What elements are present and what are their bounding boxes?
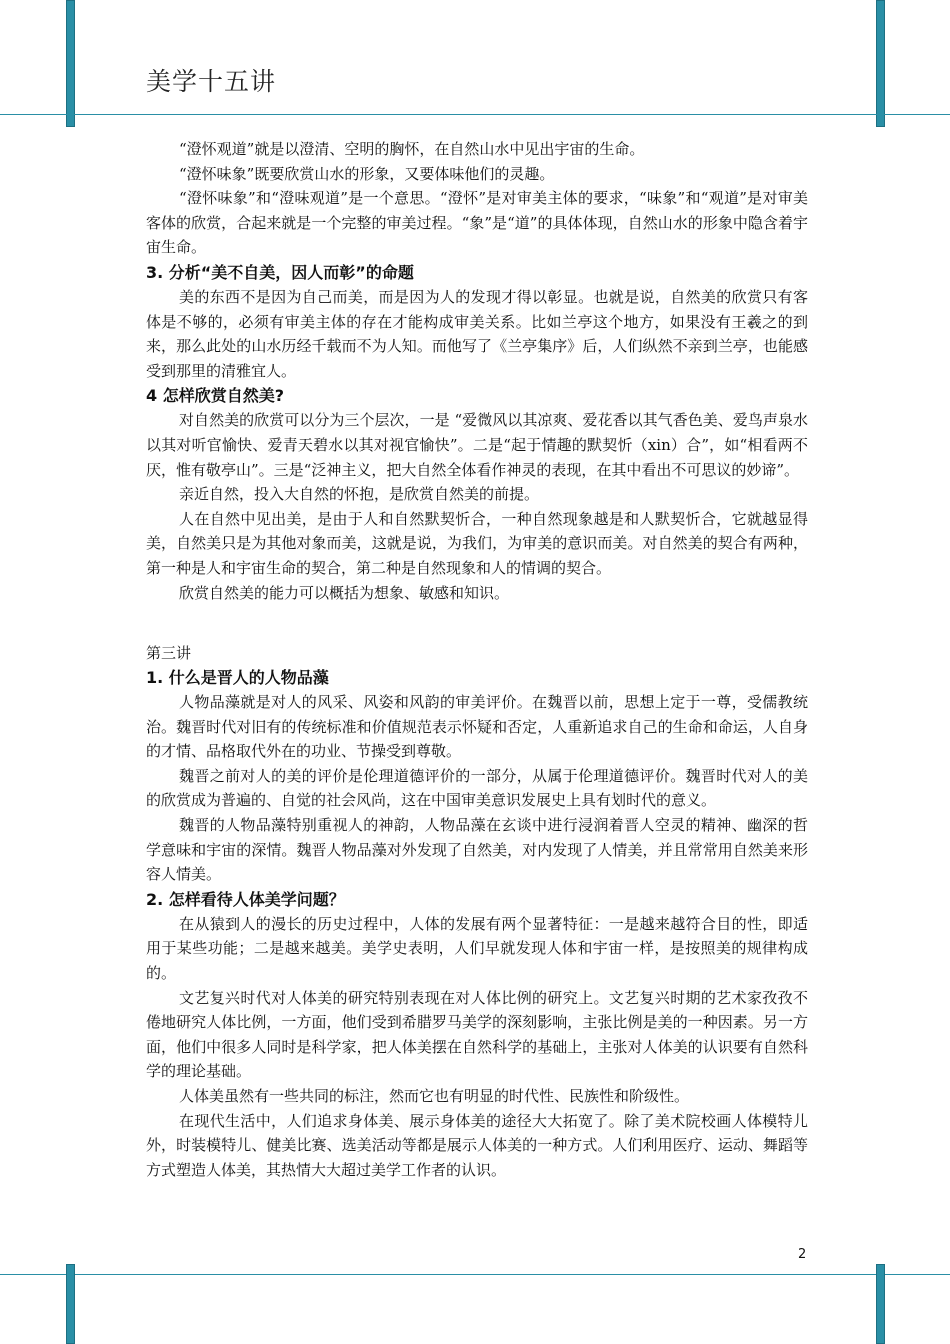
page-body [146,137,808,1182]
paragraph: 美的东西不是因为自己而美，而是因为人的发现才得以彰显。也就是说，自然美的欣赏只有客体是不够的，必须有审美主体的存在才能构成审美关系。比如兰亭这个地方，如果没有王羲之的到来，那么此处的山水历经千载而不为人知。而他写了《兰亭集序》后，人们纵然不亲到兰亭，也能感受到那里的清雅宜人。 [146,287,808,380]
footer-divider [0,1274,950,1275]
paragraph: “澄怀味象”既要欣赏山水的形象，又要体味他们的灵趣。 [179,164,555,183]
paragraph: 在从猿到人的漫长的历史过程中，人体的发展有两个显著特征：一是越来越符合目的性，即适用于某些功能；二是越来越美。美学史表明，人们早就发现人体和宇宙一样，是按照美的规律构成的。 [146,914,808,983]
paragraph: 欣赏自然美的能力可以概括为想象、敏感和知识。 [179,583,510,602]
section-heading: 3. 分析“美不自美，因人而彰”的命题 [146,262,414,282]
paragraph: 人在自然中见出美，是由于人和自然默契忻合，一种自然现象越是和人默契忻合，它就越显得美，自然美只是为其他对象而美，这就是说，为我们，为审美的意识而美。对自然美的契合有两种，第一种是人和宇宙生命的契合，第二种是自然现象和人的情调的契合。 [146,509,808,577]
top-left-bar [66,0,75,127]
top-right-bar [876,0,885,127]
paragraph: 对自然美的欣赏可以分为三个层次，一是 “爱微风以其凉爽、爱花香以其气香色美、爱鸟声泉水以其对听官愉快、爱青天碧水以其对视官愉快”。二是“起于情趣的默契忻（xin）合”，如“相看两不厌，惟有敬亭山”。三是“泛神主义，把大自然全体看作神灵的表现，在其中看出不可思议的妙谛”。 [146,411,808,479]
paragraph: 人物品藻就是对人的风采、风姿和风韵的审美评价。在魏晋以前，思想上定于一尊，受儒教统治。魏晋时代对旧有的传统标准和价值规范表示怀疑和否定，人重新追求自己的生命和命运，人自身的才情、品格取代外在的功业、节操受到尊敬。 [146,693,808,761]
paragraph: “澄怀观道”就是以澄清、空明的胸怀，在自然山水中见出宇宙的生命。 [179,140,645,158]
section-heading: 4 怎样欣赏自然美? [146,386,284,406]
paragraph: 亲近自然，投入大自然的怀抱，是欣赏自然美的前提。 [179,485,540,504]
paragraph: 魏晋之前对人的美的评价是伦理道德评价的一部分，从属于伦理道德评价。魏晋时代对人的美的欣赏成为普遍的、自觉的社会风尚，这在中国审美意识发展史上具有划时代的意义。 [146,766,808,810]
paragraph: 在现代生活中，人们追求身体美、展示身体美的途径大大拓宽了。除了美术院校画人体模特儿外，时装模特儿、健美比赛、选美活动等都是展示人体美的一种方式。人们利用医疗、运动、舞蹈等方式塑造人体美，其热情大大超过美学工作者的认识。 [146,1111,808,1179]
lecture-title: 第三讲 [146,644,192,663]
paragraph: 人体美虽然有一些共同的标注，然而它也有明显的时代性、民族性和阶级性。 [179,1087,690,1105]
section-heading: 1. 什么是晋人的人物品藻 [146,668,329,688]
section-heading: 2. 怎样看待人体美学问题？ [146,889,345,909]
paragraph: 魏晋的人物品藻特别重视人的神韵，人物品藻在玄谈中进行浸润着晋人空灵的精神、幽深的哲学意味和宇宙的深情。魏晋人物品藻对外发现了自然美，对内发现了人情美，并且常常用自然美来形容人情美。 [146,816,808,884]
bottom-left-bar [66,1264,75,1344]
header-divider [0,114,950,115]
bottom-right-bar [876,1264,885,1344]
paragraph: “澄怀味象”和“澄味观道”是一个意思。“澄怀”是对审美主体的要求，“味象”和“观道”是对审美客体的欣赏，合起来就是一个完整的审美过程。“象”是“道”的具体体现，自然山水的形象中隐含着宇宙生命。 [146,189,808,257]
header-title: 美学十五讲 [146,67,277,96]
paragraph: 文艺复兴时代对人体美的研究特别表现在对人体比例的研究上。文艺复兴时期的艺术家孜孜不倦地研究人体比例，一方面，他们受到希腊罗马美学的深刻影响，主张比例是美的一种因素。另一方面，他们中很多人同时是科学家，把人体美摆在自然科学的基础上，主张对人体美的认识要有自然科学的理论基础。 [146,988,808,1081]
page-number: 2 [798,1247,807,1262]
